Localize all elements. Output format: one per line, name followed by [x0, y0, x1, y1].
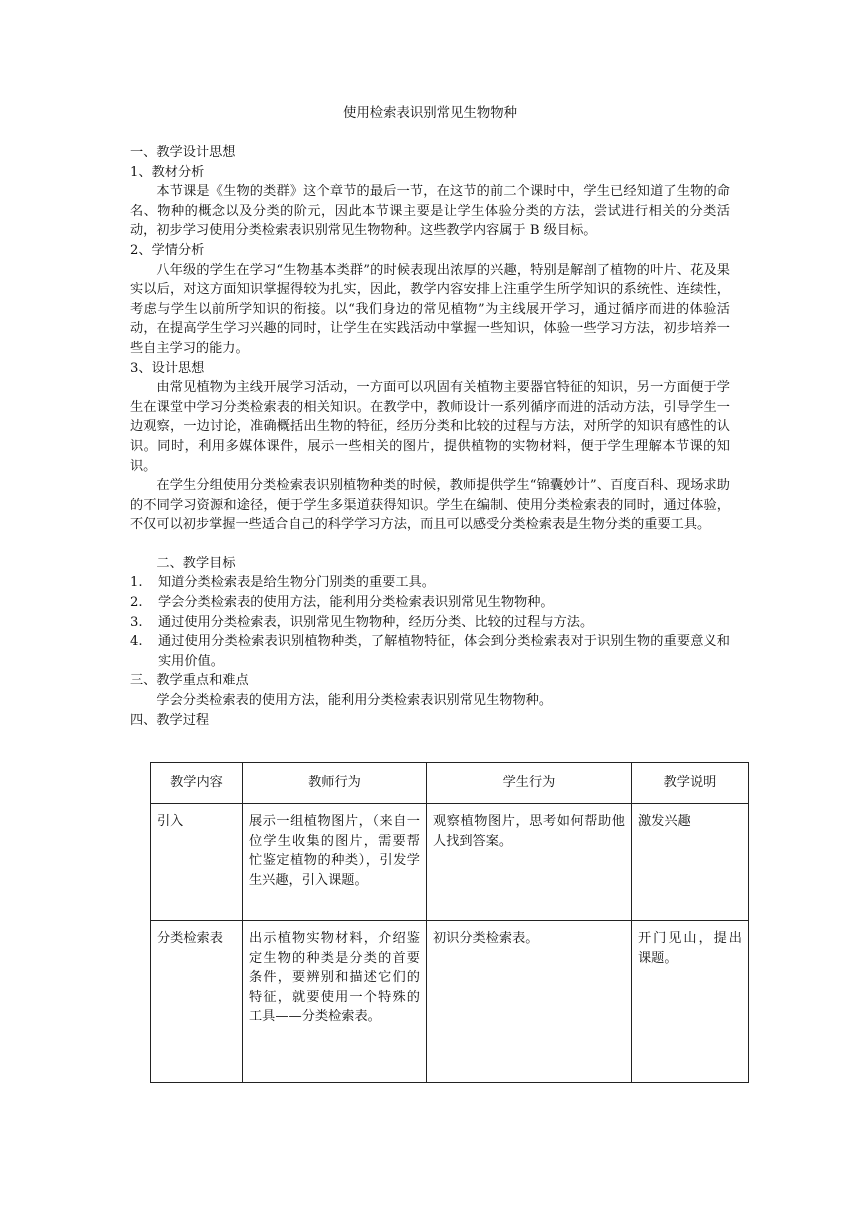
list-item: 1. 知道分类检索表是给生物分门别类的重要工具。: [130, 575, 435, 591]
sub3-text2: 在学生分组使用分类检索表识别植物种类的时候，教师提供学生“锦囊妙计”、百度百科、现场求助的不同学习资源和途径，便于学生多渠道获得知识。学生在编制、使用分类检索表的同时，通过体验，不仅可以初步掌握一些适合自己的科学学习方法，而且可以感受分类检索表是生物分类的重要工具。: [130, 478, 730, 533]
spacer: [130, 535, 730, 554]
column-header: 学生行为: [427, 763, 632, 804]
list-item: 4. 通过使用分类检索表识别植物种类，了解植物特征，体会到分类检索表对于识别生物的重要意义和实用价值。: [130, 634, 730, 669]
table-cell: 引入: [151, 804, 243, 921]
column-header: 教学内容: [151, 763, 243, 804]
list-item: 2. 学会分类检索表的使用方法，能利用分类检索表识别常见生物物种。: [130, 595, 554, 611]
table-row: [151, 804, 749, 921]
table-cell: 展示一组植物图片，（来自一位学生收集的图片，需要帮忙鉴定植物的种类），引发学生兴趣，引入课题。: [243, 804, 427, 921]
section4-heading: 四、教学过程: [130, 712, 210, 728]
section3-text: 学会分类检索表的使用方法，能利用分类检索表识别常见生物物种。: [156, 693, 553, 709]
table-cell: 观察植物图片，思考如何帮助他人找到答案。: [427, 804, 632, 921]
section2-heading: 二、教学目标: [156, 555, 236, 571]
table-cell: 出示植物实物材料，介绍鉴定生物的种类是分类的首要条件，要辨别和描述它们的特征，就要使用一个特殊的工具——分类检索表。: [243, 921, 427, 1083]
column-header: 教师行为: [243, 763, 427, 804]
section1-heading: 一、教学设计思想: [130, 145, 236, 160]
list-item: 3. 通过使用分类检索表，识别常见生物物种，经历分类、比较的过程与方法。: [130, 614, 594, 630]
sub1-heading: 1、教材分析: [130, 164, 205, 180]
table-row: [151, 921, 749, 1083]
column-header: 教学说明: [632, 763, 749, 804]
sub3-heading: 3、设计思想: [130, 360, 205, 376]
objectives-list: [130, 573, 730, 671]
table-cell: 初识分类检索表。: [427, 921, 632, 1083]
table-cell: 分类检索表: [151, 921, 243, 1083]
document-title: 使用检索表识别常见生物物种: [342, 106, 518, 121]
sub1-text: 本节课是《生物的类群》这个章节的最后一节，在这节的前二个课时中，学生已经知道了生物的命名、物种的概念以及分类的阶元，因此本节课主要是让学生体验分类的方法，尝试进行相关的分类活动，初步学习使用分类检索表识别常见生物物种。这些教学内容属于 B 级目标。: [130, 184, 730, 239]
sub3-text1: 由常见植物为主线开展学习活动，一方面可以巩固有关植物主要器官特征的知识，另一方面便于学生在课堂中学习分类检索表的相关知识。在教学中，教师设计一系列循序而进的活动方法，引导学生一边观察，一边讨论，准确概括出生物的特征，经历分类和比较的过程与方法，对所学的知识有感性的认识。同时，利用多媒体课件，展示一些相关的图片，提供植物的实物材料，便于学生理解本节课的知识。: [130, 380, 730, 474]
table-cell: 开门见山，提出课题。: [632, 921, 749, 1083]
section3-heading: 三、教学重点和难点: [130, 673, 249, 689]
table-cell: 激发兴趣: [632, 804, 749, 921]
teaching-process-table: [150, 762, 749, 1083]
document-page: [130, 103, 730, 730]
sub2-text: 八年级的学生在学习“生物基本类群”的时候表现出浓厚的兴趣，特别是解剖了植物的叶片、花及果实以后，对这方面知识掌握得较为扎实，因此，教学内容安排上注重学生所学知识的系统性、连续性，考虑与学生以前所学知识的衔接。以“我们身边的常见植物”为主线展开学习，通过循序而进的体验活动，在提高学生学习兴趣的同时，让学生在实践活动中掌握一些知识，体验一些学习方法，初步培养一些自主学习的能力。: [130, 262, 730, 356]
table-header-row: [151, 763, 749, 804]
sub2-heading: 2、学情分析: [130, 242, 205, 258]
